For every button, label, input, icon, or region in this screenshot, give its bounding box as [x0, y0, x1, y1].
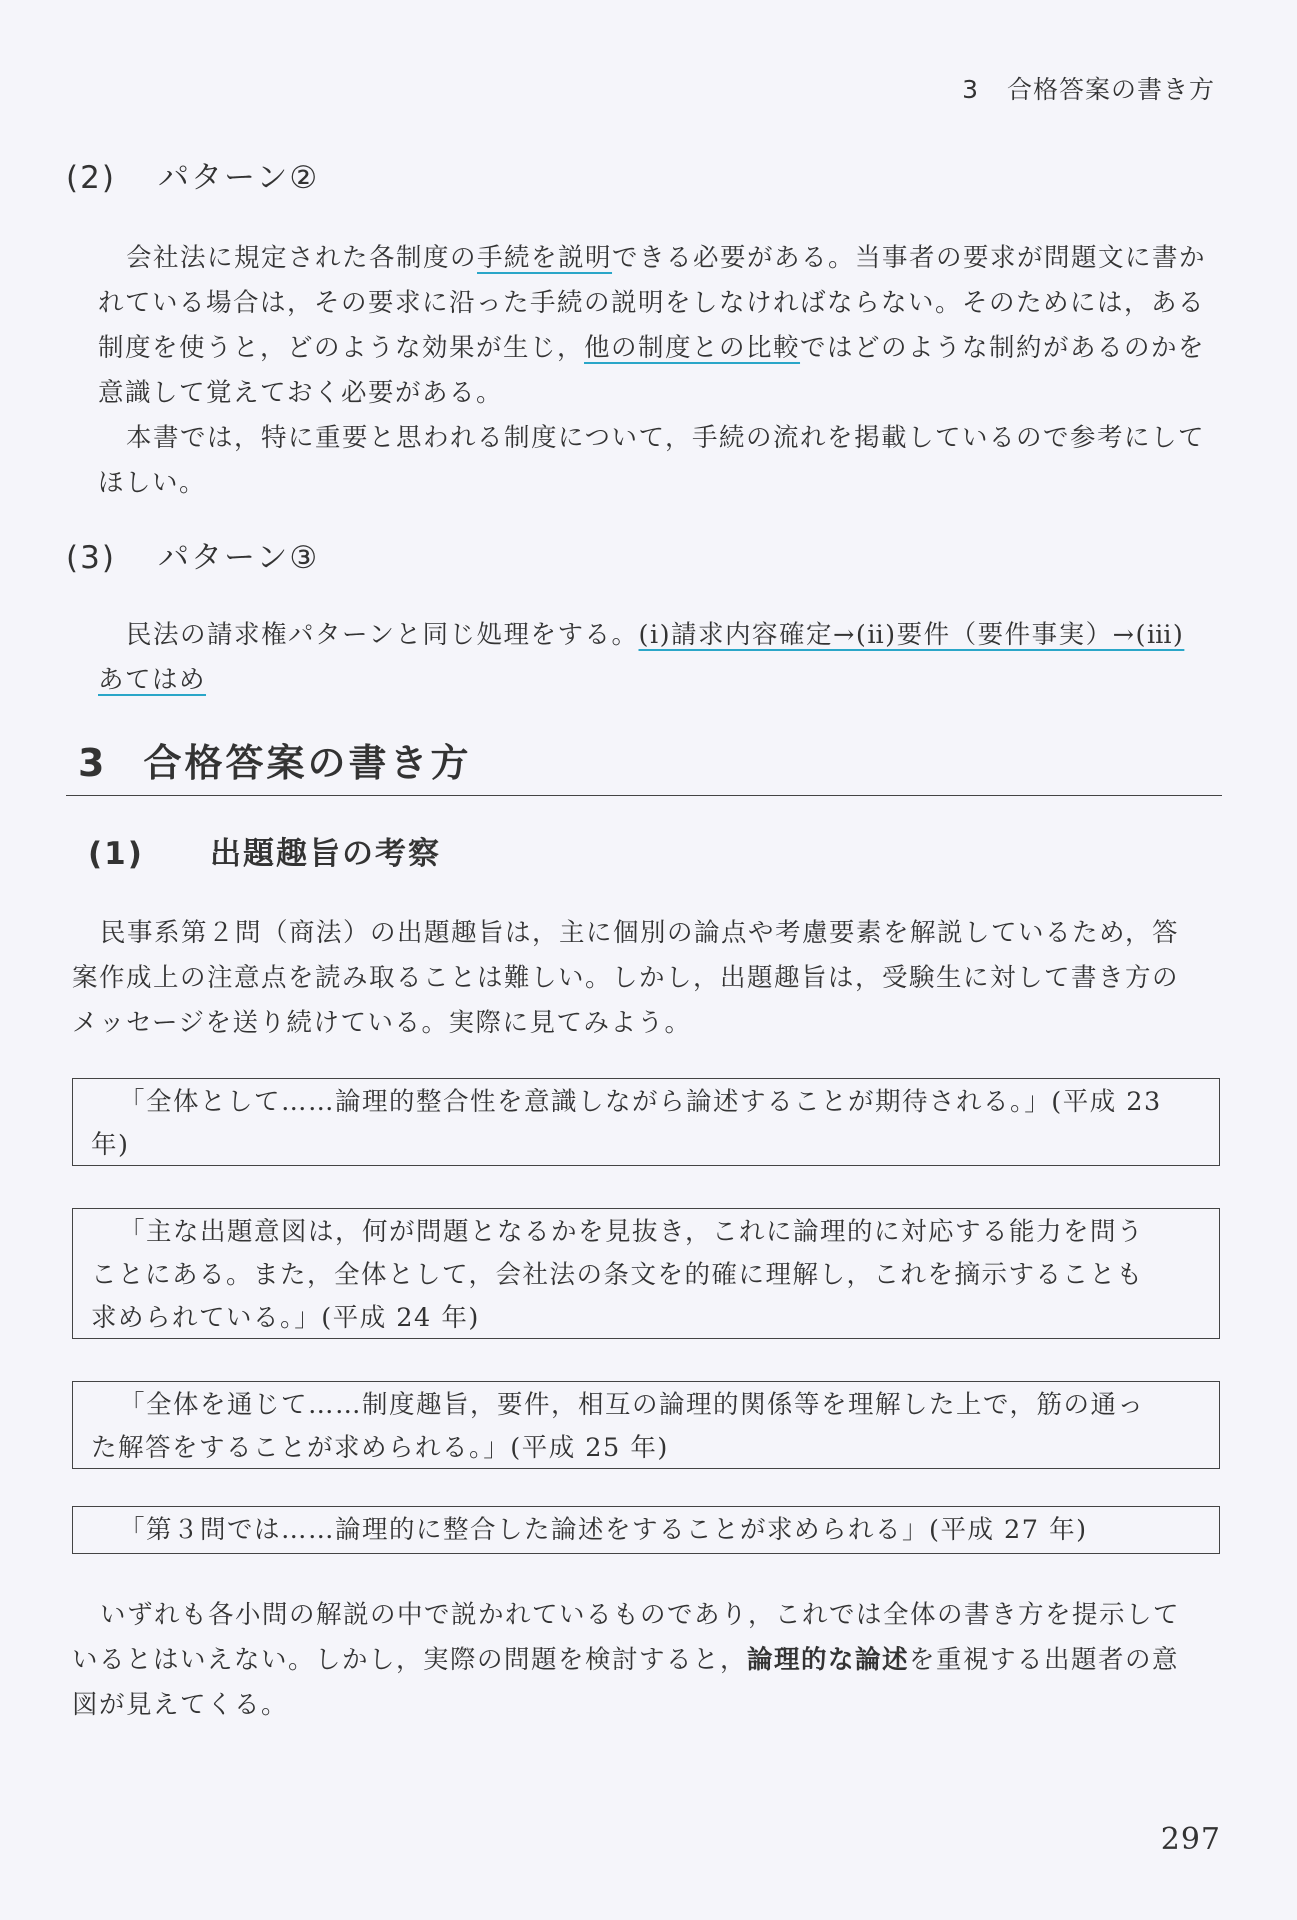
quote-box [72, 1381, 1220, 1469]
quote-line: ことにある。また，全体として，会社法の条文を的確に理解し，これを摘示することも [91, 1260, 1144, 1290]
quote-line: 「全体を通じて……制度趣旨，要件，相互の論理的関係等を理解した上で，筋の通っ [119, 1390, 1145, 1420]
paragraph-line [98, 613, 1218, 658]
pattern-2-body [98, 236, 1218, 506]
heading-label: (3) [66, 540, 116, 576]
paragraph-line [98, 326, 1218, 371]
paragraph-line [72, 1638, 1222, 1683]
text-run: 会社法に規定された各制度の [126, 243, 478, 273]
heading-label: (2) [66, 160, 116, 196]
quote-box [72, 1208, 1220, 1339]
text-run: を重視する出題者の意 [909, 1645, 1180, 1675]
quote-box [72, 1506, 1220, 1554]
paragraph-line: メッセージを送り続けている。実際に見てみよう。 [72, 1008, 692, 1038]
heading-title: 出題趣旨の考察 [210, 836, 441, 872]
underlined-text: あてはめ [98, 665, 207, 695]
pattern-3-body [98, 613, 1218, 703]
bold-text: 論理的な論述 [747, 1645, 910, 1675]
paragraph-line [98, 658, 1218, 703]
underlined-text: 手続を説明 [477, 243, 613, 273]
conclusion-paragraph [72, 1593, 1222, 1728]
intro-paragraph [72, 911, 1222, 1046]
quote-line: 年) [91, 1130, 130, 1160]
paragraph-line: れている場合は，その要求に沿った手続の説明をしなければならない。そのためには，ある [98, 288, 1206, 318]
paragraph-line: 意識して覚えておく必要がある。 [98, 378, 504, 408]
section-title: 合格答案の書き方 [143, 741, 472, 785]
text-run: 制度を使うと，どのような効果が生じ， [98, 333, 585, 363]
quote-line: 「主な出題意図は，何が問題となるかを見抜き，これに論理的に対応する能力を問う [119, 1217, 1144, 1247]
page-number: 297 [1160, 1822, 1221, 1857]
running-head-title: 合格答案の書き方 [1006, 75, 1215, 104]
text-run: できる必要がある。当事者の要求が問題文に書か [612, 243, 1207, 273]
text-run: いるとはいえない。しかし，実際の問題を検討すると， [72, 1645, 748, 1675]
paragraph-line [98, 236, 1218, 281]
quote-line: 求められている。」(平成 24 年) [91, 1303, 480, 1333]
heading-label: (1) [88, 836, 144, 872]
text-run: 民法の請求権パターンと同じ処理をする。 [126, 620, 639, 650]
paragraph-line: 民事系第２問（商法）の出題趣旨は，主に個別の論点や考慮要素を解説しているため，答 [100, 918, 1179, 948]
paragraph-line: 案作成上の注意点を読み取ることは難しい。しかし，出題趣旨は，受験生に対して書き方の [72, 963, 1180, 993]
subsection-heading [88, 828, 441, 873]
underlined-text: (ⅰ)請求内容確定→(ⅱ)要件（要件事実）→(ⅲ) [638, 620, 1185, 650]
heading-pattern-2 [66, 152, 319, 197]
section-heading [66, 732, 1222, 796]
heading-title: パターン② [158, 160, 320, 196]
running-head-number: 3 [962, 75, 979, 104]
text-run: ではどのような制約があるのかを [800, 333, 1206, 363]
quote-line: た解答をすることが求められる。」(平成 25 年) [91, 1433, 669, 1463]
paragraph-line: いずれも各小問の解説の中で説かれているものであり，これでは全体の書き方を提示して [100, 1600, 1181, 1630]
paragraph-line: 本書では，特に重要と思われる制度について，手続の流れを掲載しているので参考にして [126, 423, 1205, 453]
quote-box [72, 1078, 1220, 1166]
paragraph-line: 図が見えてくる。 [72, 1690, 289, 1720]
underlined-text: 他の制度との比較 [584, 333, 801, 363]
section-number: 3 [78, 741, 108, 785]
heading-pattern-3 [66, 532, 319, 577]
quote-line: 「第３問では……論理的に整合した論述をすることが求められる」(平成 27 年) [119, 1515, 1088, 1545]
quote-line: 「全体として……論理的整合性を意識しながら論述することが期待される。」(平成 23 [119, 1087, 1162, 1117]
paragraph-line: ほしい。 [98, 468, 207, 498]
heading-title: パターン③ [158, 540, 320, 576]
running-head [962, 70, 1215, 106]
